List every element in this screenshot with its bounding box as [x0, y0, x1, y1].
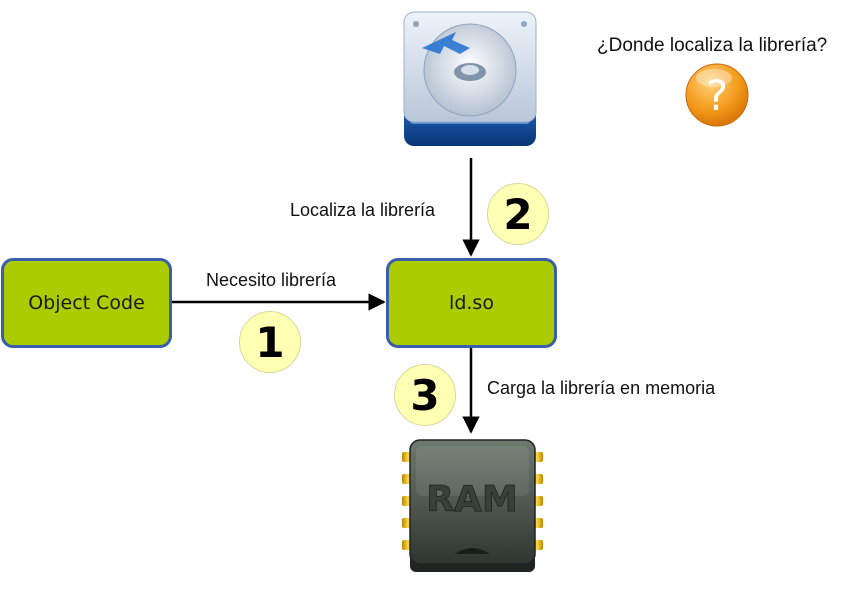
question-icon	[684, 62, 750, 128]
step-3-badge: 3	[394, 364, 456, 426]
ram-chip-text: RAM	[426, 479, 518, 520]
need-library-label: Necesito librería	[206, 270, 337, 290]
question-text: ¿Donde localiza la librería?	[597, 35, 828, 56]
ram-chip-icon	[400, 436, 545, 580]
step-1-badge: 1	[239, 311, 301, 373]
hard-disk-icon	[400, 8, 540, 150]
load-library-label: Carga la librería en memoria	[487, 378, 716, 398]
ldso-box	[386, 258, 557, 348]
object-code-label: Object Code	[28, 292, 145, 314]
question-glyph: ?	[705, 71, 729, 120]
locate-library-label: Localiza la librería	[290, 200, 436, 220]
step-2-badge: 2	[487, 183, 549, 245]
ldso-label: ld.so	[449, 292, 494, 314]
object-code-box	[1, 258, 172, 348]
